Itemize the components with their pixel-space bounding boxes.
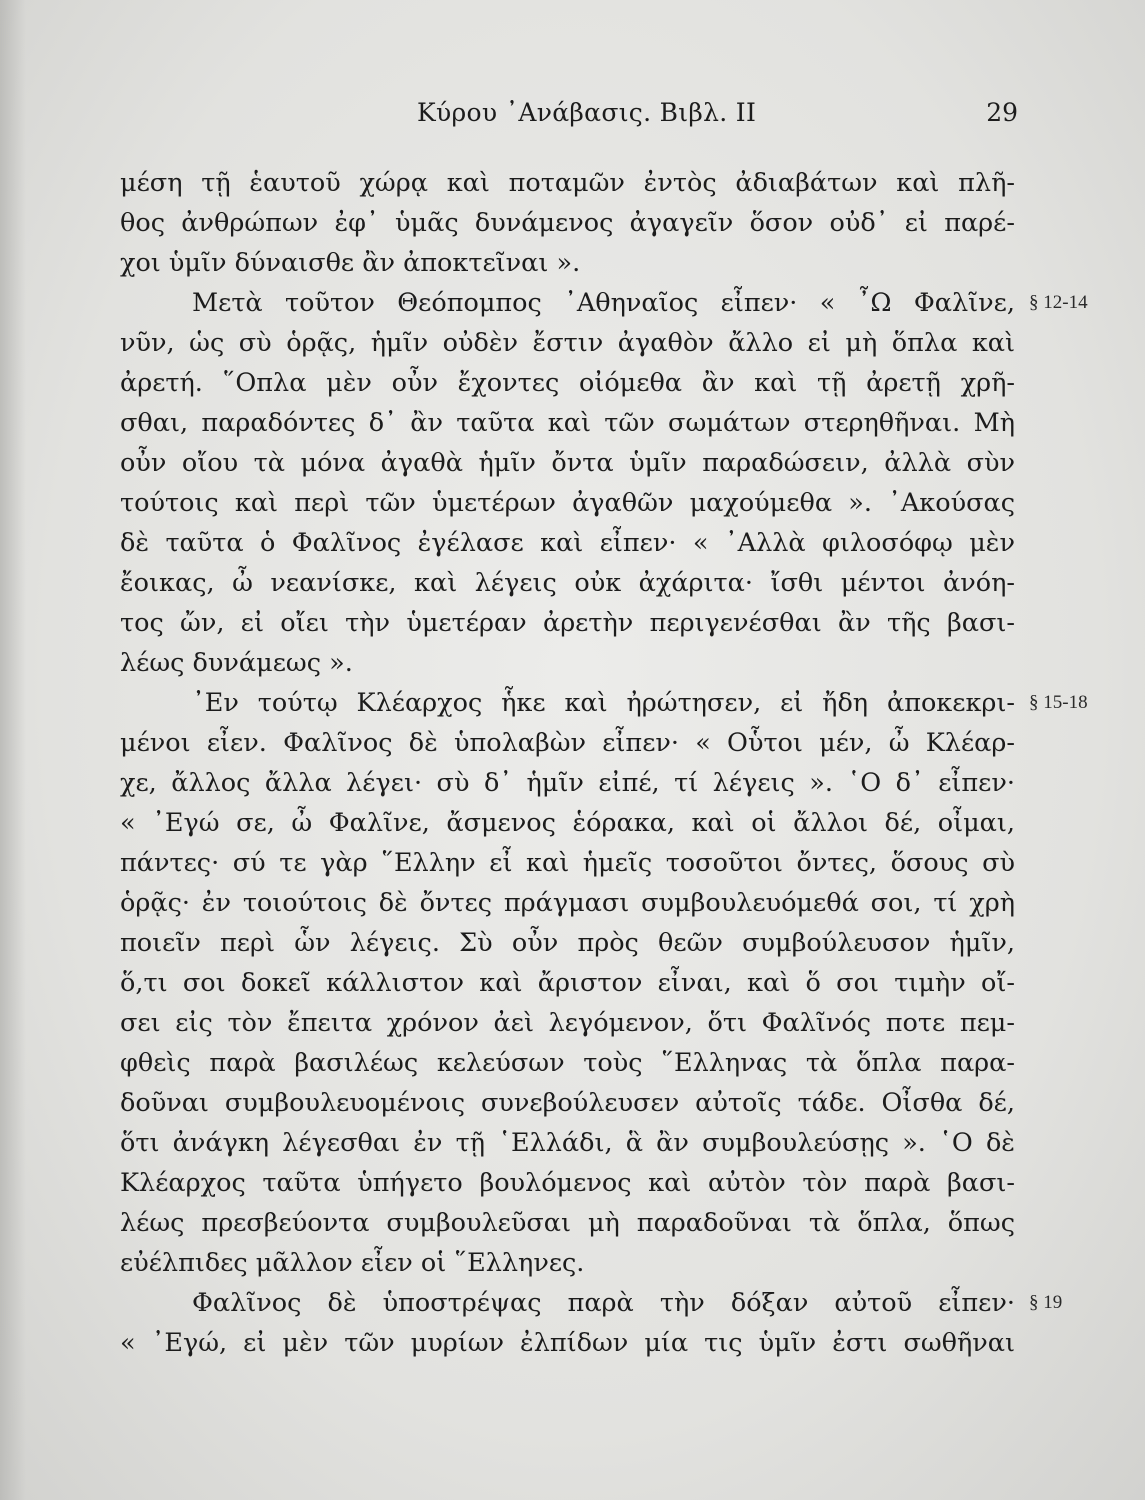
text-line: σθαι, παραδόντες δ᾿ ἂν ταῦτα καὶ τῶν σωμάτων στερηθῆναι. Μὴ bbox=[120, 408, 1015, 438]
text-line: πάντες· σύ τε γὰρ ῞Ελλην εἶ καὶ ἡμεῖς τοσοῦτοι ὄντες, ὅσους σὺ bbox=[120, 848, 1015, 878]
text-line: ὁρᾷς· ἐν τοιούτοις δὲ ὄντες πράγμασι συμβουλευόμεθά σοι, τί χρὴ bbox=[120, 888, 1015, 918]
text-line: χοι ὑμῖν δύναισθε ἂν ἀποκτεῖναι ». bbox=[120, 248, 581, 278]
text-line: ποιεῖν περὶ ὧν λέγεις. Σὺ οὖν πρὸς θεῶν συμβούλευσον ἡμῖν, bbox=[120, 928, 1015, 958]
text-line: σει εἰς τὸν ἔπειτα χρόνον ἀεὶ λεγόμενον, ὅτι Φαλῖνός ποτε πεμ- bbox=[120, 1008, 1015, 1038]
page-edge-shadow bbox=[0, 0, 26, 1500]
text-line: ᾿Εν τούτῳ Κλέαρχος ἧκε καὶ ἠρώτησεν, εἰ ἤδη ἀποκεκρι- bbox=[192, 688, 1015, 718]
text-line: οὖν οἴου τὰ μόνα ἀγαθὰ ἡμῖν ὄντα ὑμῖν παραδώσειν, ἀλλὰ σὺν bbox=[120, 448, 1015, 478]
text-line: Φαλῖνος δὲ ὑποστρέψας παρὰ τὴν δόξαν αὐτοῦ εἶπεν· bbox=[192, 1288, 1015, 1318]
page-number: 29 bbox=[986, 98, 1018, 127]
text-line: Μετὰ τοῦτον Θεόπομπος ᾿Αθηναῖος εἶπεν· « ῏Ω Φαλῖνε, bbox=[192, 288, 1015, 318]
running-title: Κύρου ᾿Ανάβασις. Βιβλ. II bbox=[417, 98, 757, 127]
text-line: Κλέαρχος ταῦτα ὑπήγετο βουλόμενος καὶ αὐτὸν τὸν παρὰ βασι- bbox=[120, 1168, 1015, 1198]
text-line: ἔοικας, ὦ νεανίσκε, καὶ λέγεις οὐκ ἀχάριτα· ἴσθι μέντοι ἀνόη- bbox=[120, 568, 1015, 598]
text-line: λέως δυνάμεως ». bbox=[120, 648, 353, 678]
text-line: ὅτι ἀνάγκη λέγεσθαι ἐν τῇ ῾Ελλάδι, ἃ ἂν συμβουλεύσῃς ». ῾Ο δὲ bbox=[120, 1128, 1015, 1158]
running-header bbox=[120, 98, 1020, 138]
margin-section-ref: § 19 bbox=[1029, 1292, 1063, 1313]
margin-section-ref: § 12-14 bbox=[1029, 292, 1088, 313]
text-line: μέση τῇ ἑαυτοῦ χώρᾳ καὶ ποταμῶν ἐντὸς ἀδιαβάτων καὶ πλῆ- bbox=[120, 168, 1015, 198]
text-line: νῦν, ὡς σὺ ὁρᾷς, ἡμῖν οὐδὲν ἔστιν ἀγαθὸν ἄλλο εἰ μὴ ὅπλα καὶ bbox=[120, 328, 1015, 358]
text-line: εὐέλπιδες μᾶλλον εἶεν οἱ ῞Ελληνες. bbox=[120, 1248, 585, 1278]
text-line: « ᾿Εγώ, εἰ μὲν τῶν μυρίων ἐλπίδων μία τις ὑμῖν ἐστι σωθῆναι bbox=[120, 1328, 1015, 1358]
text-line: δοῦναι συμβουλευομένοις συνεβούλευσεν αὐτοῖς τάδε. Οἶσθα δέ, bbox=[120, 1088, 1015, 1118]
text-line: τούτοις καὶ περὶ τῶν ὑμετέρων ἀγαθῶν μαχούμεθα ». ᾿Ακούσας bbox=[120, 488, 1015, 518]
text-line: χε, ἄλλος ἄλλα λέγει· σὺ δ᾿ ἡμῖν εἰπέ, τί λέγεις ». ῾Ο δ᾿ εἶπεν· bbox=[120, 768, 1015, 798]
text-line: « ᾿Εγώ σε, ὦ Φαλῖνε, ἄσμενος ἑόρακα, καὶ οἱ ἄλλοι δέ, οἶμαι, bbox=[120, 808, 1015, 838]
text-line: φθεὶς παρὰ βασιλέως κελεύσων τοὺς ῞Ελληνας τὰ ὅπλα παρα- bbox=[120, 1048, 1015, 1078]
margin-section-ref: § 15-18 bbox=[1029, 692, 1088, 713]
text-line: ὅ,τι σοι δοκεῖ κάλλιστον καὶ ἄριστον εἶναι, καὶ ὅ σοι τιμὴν οἴ- bbox=[120, 968, 1015, 998]
text-line: θος ἀνθρώπων ἐφ᾿ ὑμᾶς δυνάμενος ἀγαγεῖν ὅσον οὐδ᾿ εἰ παρέ- bbox=[120, 208, 1015, 238]
text-line: δὲ ταῦτα ὁ Φαλῖνος ἐγέλασε καὶ εἶπεν· « ᾿Αλλὰ φιλοσόφῳ μὲν bbox=[120, 528, 1015, 558]
text-line: λέως πρεσβεύοντα συμβουλεῦσαι μὴ παραδοῦναι τὰ ὅπλα, ὅπως bbox=[120, 1208, 1015, 1238]
text-line: ἀρετή. ῞Οπλα μὲν οὖν ἔχοντες οἰόμεθα ἂν καὶ τῇ ἀρετῇ χρῆ- bbox=[120, 368, 1015, 398]
text-line: τος ὤν, εἰ οἴει τὴν ὑμετέραν ἀρετὴν περιγενέσθαι ἂν τῆς βασι- bbox=[120, 608, 1015, 638]
text-line: μένοι εἶεν. Φαλῖνος δὲ ὑπολαβὼν εἶπεν· « Οὗτοι μέν, ὦ Κλέαρ- bbox=[120, 728, 1015, 758]
